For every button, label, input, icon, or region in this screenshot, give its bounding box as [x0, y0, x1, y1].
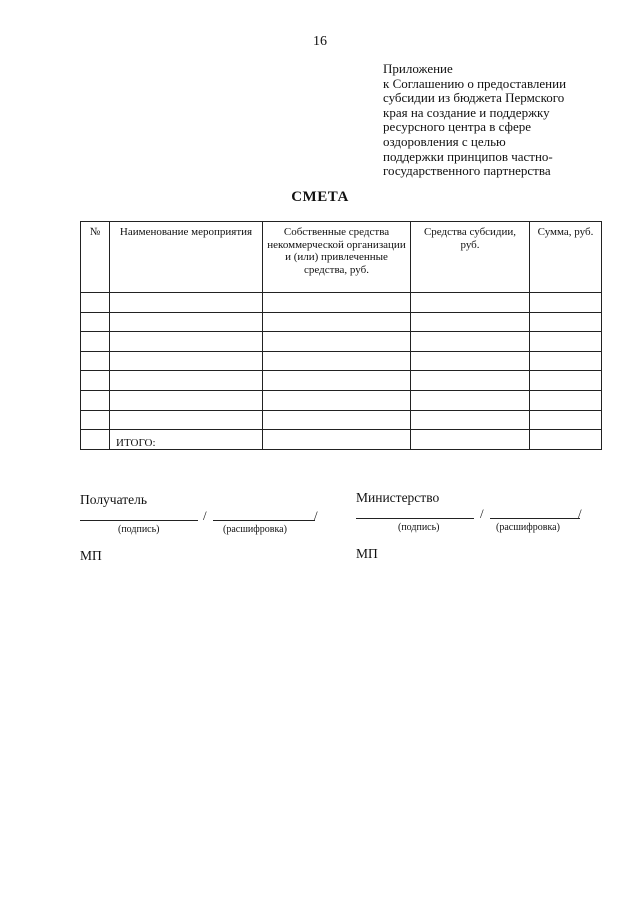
table-row — [81, 410, 602, 430]
row-own-funds-cell — [263, 351, 411, 371]
appendix-line: ресурсного центра в сфере — [383, 119, 532, 135]
row-own-funds-cell — [263, 410, 411, 430]
signature-caption: (подпись) — [118, 524, 160, 535]
row-own-funds-cell — [263, 293, 411, 313]
row-subsidy-cell — [411, 351, 530, 371]
table-row — [81, 351, 602, 371]
row-own-funds-cell — [263, 390, 411, 410]
appendix-line: поддержки принципов частно- — [383, 148, 553, 164]
total-label: ИТОГО: — [110, 430, 263, 450]
row-subsidy-cell — [411, 410, 530, 430]
decoding-caption: (расшифровка) — [496, 522, 560, 533]
header-number: № — [81, 222, 110, 293]
recipient-signature-block — [80, 492, 320, 572]
row-activity-cell — [110, 332, 263, 352]
header-subsidy-funds: Средства субсидии, руб. — [411, 222, 530, 293]
row-number-cell — [81, 371, 110, 391]
appendix-line: края на создание и поддержку — [383, 104, 550, 120]
stamp-placeholder: МП — [80, 548, 102, 563]
appendix-line: субсидии из бюджета Пермского — [383, 90, 565, 106]
table-row — [81, 293, 602, 313]
row-activity-cell — [110, 351, 263, 371]
recipient-role: Получатель — [80, 492, 148, 507]
row-number-cell — [81, 312, 110, 332]
row-activity-cell — [110, 410, 263, 430]
appendix-note — [383, 62, 623, 179]
ministry-signature-block — [356, 490, 596, 570]
row-subsidy-cell — [411, 312, 530, 332]
appendix-line: Приложение — [383, 61, 453, 76]
ministry-role: Министерство — [356, 490, 440, 505]
header-own-funds: Собственные средства некоммерческой организации и (или) привлеченные средства, руб. — [263, 222, 411, 293]
table-row — [81, 332, 602, 352]
row-number-cell — [81, 293, 110, 313]
signature-line — [356, 518, 474, 519]
row-own-funds-cell — [263, 312, 411, 332]
row-subsidy-cell — [411, 390, 530, 410]
row-own-funds-cell — [263, 332, 411, 352]
decoding-line — [490, 518, 580, 519]
estimate-table — [80, 221, 602, 450]
separator-slash: / — [314, 508, 318, 523]
decoding-caption: (расшифровка) — [223, 524, 287, 535]
row-subsidy-cell — [411, 332, 530, 352]
page-number: 16 — [313, 34, 327, 49]
row-sum-cell — [530, 293, 602, 313]
decoding-line — [213, 520, 315, 521]
row-sum-cell — [530, 312, 602, 332]
appendix-line: к Соглашению о предоставлении — [383, 75, 567, 91]
row-sum-cell — [530, 351, 602, 371]
separator-slash: / — [578, 506, 582, 521]
separator-slash: / — [203, 508, 207, 523]
total-own-funds-cell — [263, 430, 411, 450]
row-sum-cell — [530, 390, 602, 410]
row-activity-cell — [110, 293, 263, 313]
header-sum: Сумма, руб. — [530, 222, 602, 293]
signature-caption: (подпись) — [398, 522, 440, 533]
appendix-line: оздоровления с целью — [383, 133, 506, 149]
row-sum-cell — [530, 371, 602, 391]
stamp-placeholder: МП — [356, 546, 378, 561]
total-subsidy-cell — [411, 430, 530, 450]
appendix-line: государственного партнерства — [383, 163, 551, 179]
row-sum-cell — [530, 410, 602, 430]
row-subsidy-cell — [411, 293, 530, 313]
total-sum-cell — [530, 430, 602, 450]
total-number-cell — [81, 430, 110, 450]
row-sum-cell — [530, 332, 602, 352]
row-activity-cell — [110, 390, 263, 410]
row-number-cell — [81, 332, 110, 352]
row-number-cell — [81, 351, 110, 371]
document-title: СМЕТА — [291, 189, 349, 205]
row-number-cell — [81, 410, 110, 430]
table-row — [81, 390, 602, 410]
total-row — [81, 430, 602, 450]
table-row — [81, 371, 602, 391]
row-activity-cell — [110, 312, 263, 332]
table-row — [81, 312, 602, 332]
signature-line — [80, 520, 198, 521]
table-header-row — [81, 222, 602, 293]
row-activity-cell — [110, 371, 263, 391]
row-number-cell — [81, 390, 110, 410]
separator-slash: / — [480, 506, 484, 521]
row-own-funds-cell — [263, 371, 411, 391]
row-subsidy-cell — [411, 371, 530, 391]
header-activity-name: Наименование мероприятия — [110, 222, 263, 293]
